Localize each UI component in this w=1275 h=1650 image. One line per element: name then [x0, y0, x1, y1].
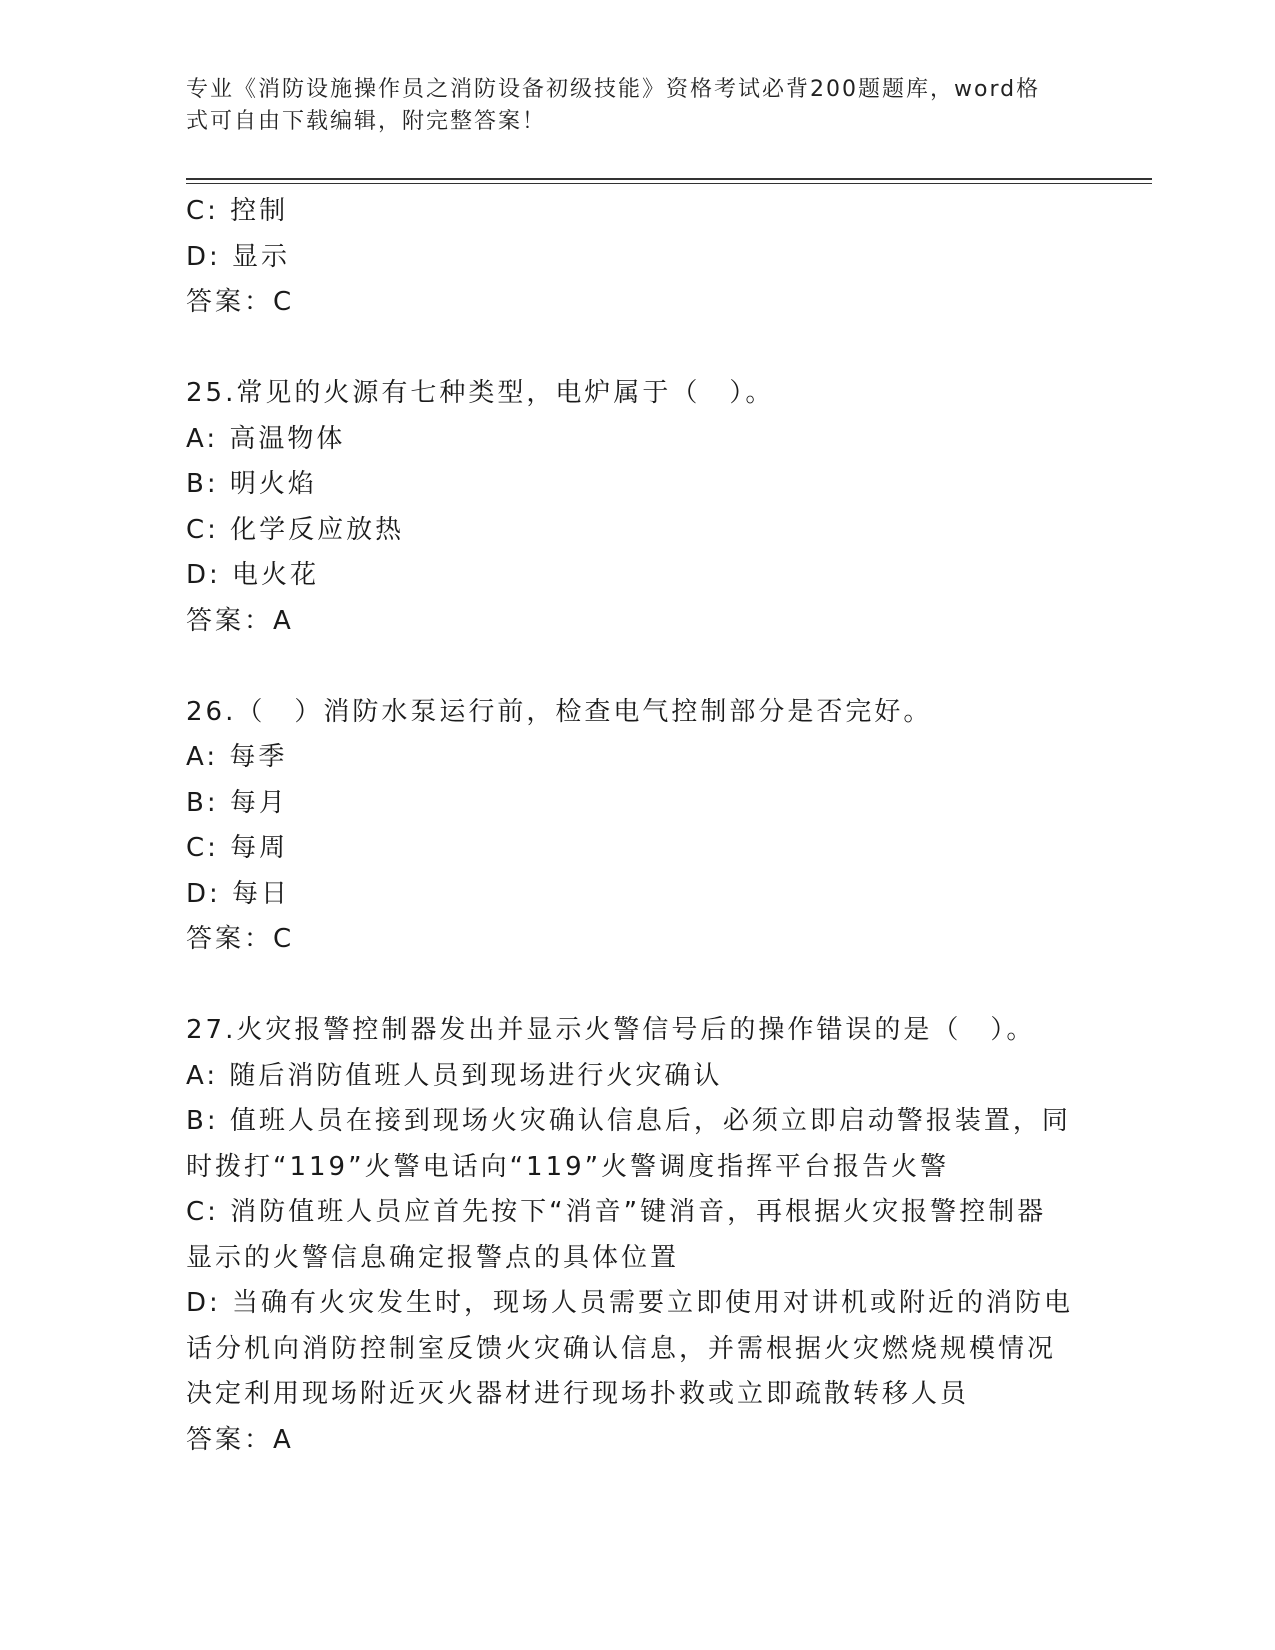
answer: 答案：A	[186, 1424, 294, 1455]
spacer	[186, 644, 1086, 690]
option-b: B: 每月	[186, 787, 288, 818]
spacer	[186, 963, 1086, 1009]
option-c: C: 化学反应放热	[186, 514, 405, 545]
header-divider	[186, 178, 1152, 184]
answer: 答案：A	[186, 605, 294, 636]
prev-question	[186, 189, 1086, 326]
option-a: A: 每季	[186, 742, 288, 772]
option-d: D: 电火花	[186, 560, 320, 590]
option-b: B: 值班人员在接到现场火灾确认信息后，必须立即启动警报装置，同	[186, 1106, 1071, 1136]
question-list	[186, 189, 1086, 1463]
option-c-continued: 显示的火警信息确定报警点的具体位置	[186, 1242, 680, 1273]
option-b-continued: 时拨打“119”火警电话向“119”火警调度指挥平台报告火警	[186, 1151, 950, 1182]
header-line-2: 式可自由下载编辑，附完整答案！	[186, 109, 547, 134]
question-stem: 27.火灾报警控制器发出并显示火警信号后的操作错误的是（ ）。	[186, 1015, 1036, 1045]
question-stem: 26.（ ）消防水泵运行前，检查电气控制部分是否完好。	[186, 696, 933, 727]
question-stem: 25.常见的火源有七种类型，电炉属于（ ）。	[186, 378, 775, 408]
question-26	[186, 690, 1086, 963]
spacer	[186, 326, 1086, 372]
question-27	[186, 1008, 1086, 1463]
answer: 答案：C	[186, 924, 295, 954]
option-a: A: 随后消防值班人员到现场进行火灾确认	[186, 1060, 723, 1091]
option-d: D: 当确有火灾发生时，现场人员需要立即使用对讲机或附近的消防电	[186, 1288, 1074, 1318]
answer: 答案：C	[186, 287, 295, 317]
option-c: C: 控制	[186, 196, 289, 226]
option-c: C: 每周	[186, 833, 289, 863]
option-d: D: 每日	[186, 878, 291, 909]
option-d: D: 显示	[186, 241, 291, 272]
option-a: A: 高温物体	[186, 423, 346, 454]
header-line-1: 专业《消防设施操作员之消防设备初级技能》资格考试必背200题题库，word格	[186, 77, 1041, 102]
page-header	[186, 74, 1066, 138]
option-d-continued: 决定利用现场附近灭火器材进行现场扑救或立即疏散转移人员	[186, 1379, 970, 1409]
option-c: C: 消防值班人员应首先按下“消音”键消音，再根据火灾报警控制器	[186, 1197, 1047, 1227]
option-b: B: 明火焰	[186, 469, 317, 499]
option-d-continued: 话分机向消防控制室反馈火灾确认信息，并需根据火灾燃烧规模情况	[186, 1333, 1057, 1364]
question-25	[186, 371, 1086, 644]
